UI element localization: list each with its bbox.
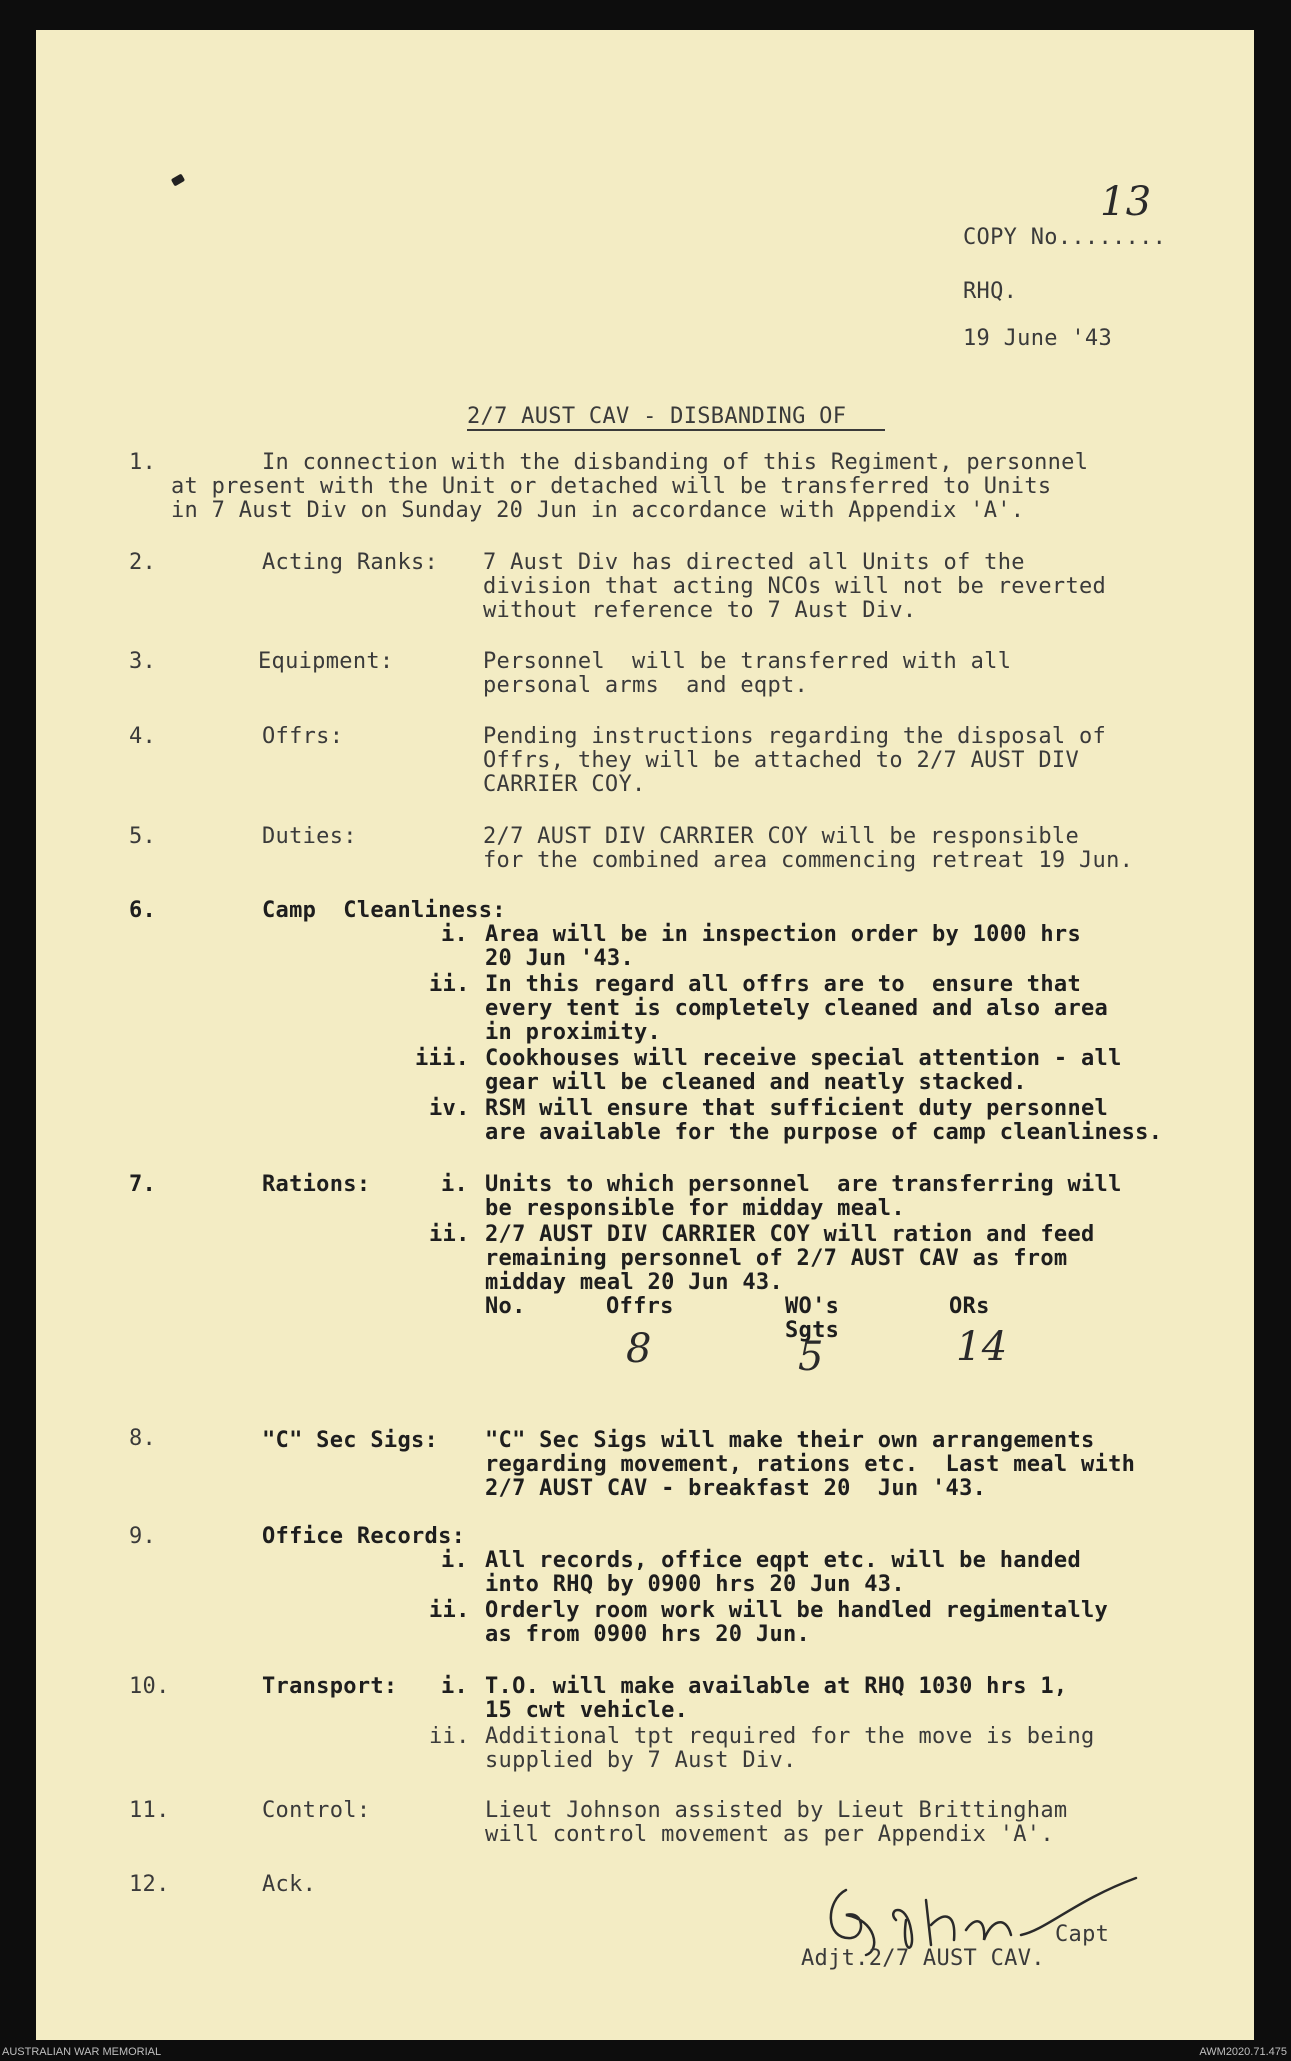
rations-col-offrs: Offrs: [606, 1294, 674, 1319]
para-6-item-number: iii.: [415, 1046, 470, 1071]
pin-mark: [171, 174, 185, 187]
para-6-item-line: every tent is completely cleaned and also area: [485, 996, 1109, 1021]
para-9-item-number: i.: [441, 1548, 469, 1573]
para-7-item-line: 2/7 AUST DIV CARRIER COY will ration and feed: [485, 1222, 1095, 1247]
para-4-line: Offrs, they will be attached to 2/7 AUST DIV: [483, 748, 1079, 773]
para-1-number: 1.: [129, 450, 157, 475]
para-9-number: 9.: [129, 1524, 157, 1549]
rations-col-sgts: Sgts: [785, 1318, 840, 1343]
title-underline: [467, 429, 885, 431]
para-10-number: 10.: [129, 1674, 170, 1699]
para-1-line: in 7 Aust Div on Sunday 20 Jun in accordance with Appendix 'A'.: [171, 498, 1025, 523]
para-7-item-line: Units to which personnel are transferring will: [485, 1172, 1122, 1197]
rations-col-no: No.: [485, 1294, 526, 1319]
para-5-line: for the combined area commencing retreat 19 Jun.: [483, 848, 1134, 873]
para-6-item-line: in proximity.: [485, 1020, 662, 1045]
document-page: [36, 30, 1254, 2040]
para-8-label: "C" Sec Sigs:: [262, 1428, 439, 1453]
rations-wos-sgts-value: 5: [798, 1334, 824, 1380]
para-4-line: Pending instructions regarding the disposal of: [483, 724, 1107, 749]
para-6-item-line: RSM will ensure that sufficient duty personnel: [485, 1096, 1109, 1121]
para-6-item-number: i.: [441, 922, 469, 947]
para-6-item-number: iv.: [429, 1096, 470, 1121]
para-6-item-line: Cookhouses will receive special attention - all: [485, 1046, 1122, 1071]
para-2-line: division that acting NCOs will not be reverted: [483, 574, 1107, 599]
para-7-item-number: ii.: [429, 1222, 470, 1247]
para-2-line: without reference to 7 Aust Div.: [483, 598, 917, 623]
para-10-item-number: i.: [441, 1674, 469, 1699]
para-9-item-number: ii.: [429, 1598, 470, 1623]
signature-rank: Capt: [1055, 1922, 1110, 1947]
para-5-number: 5.: [129, 824, 157, 849]
para-2-label: Acting Ranks:: [262, 550, 439, 575]
para-1-line: at present with the Unit or detached will be transferred to Units: [171, 474, 1052, 499]
para-7-item-line: midday meal 20 Jun 43.: [485, 1270, 783, 1295]
para-2-number: 2.: [129, 550, 157, 575]
para-11-label: Control:: [262, 1798, 371, 1823]
footer-source: AUSTRALIAN WAR MEMORIAL: [2, 2046, 162, 2058]
para-5-line: 2/7 AUST DIV CARRIER COY will be responsible: [483, 824, 1079, 849]
para-7-number: 7.: [129, 1172, 157, 1197]
para-10-item-line: 15 cwt vehicle.: [485, 1698, 689, 1723]
rations-ors-value: 14: [956, 1324, 1008, 1370]
date: 19 June '43: [963, 326, 1112, 351]
para-4-label: Offrs:: [262, 724, 344, 749]
para-6-item-line: Area will be in inspection order by 1000 hrs: [485, 922, 1081, 947]
para-7-item-line: remaining personnel of 2/7 AUST CAV as from: [485, 1246, 1068, 1271]
para-7-item-line: be responsible for midday meal.: [485, 1196, 905, 1221]
para-3-line: personal arms and eqpt.: [483, 673, 809, 698]
para-3-line: Personnel will be transferred with all: [483, 649, 1012, 674]
para-10-item-line: T.O. will make available at RHQ 1030 hrs 1,: [485, 1674, 1068, 1699]
para-10-item-line: supplied by 7 Aust Div.: [485, 1748, 797, 1773]
para-8-number: 8.: [129, 1426, 157, 1451]
para-11-line: Lieut Johnson assisted by Lieut Brittingham: [485, 1798, 1068, 1823]
document-title: 2/7 AUST CAV - DISBANDING OF: [467, 404, 847, 429]
para-10-item-line: Additional tpt required for the move is being: [485, 1724, 1095, 1749]
para-6-item-line: 20 Jun '43.: [485, 946, 634, 971]
para-7-label: Rations:: [262, 1172, 371, 1197]
para-3-number: 3.: [129, 649, 157, 674]
para-10-item-number: ii.: [429, 1724, 470, 1749]
para-6-item-line: gear will be cleaned and neatly stacked.: [485, 1070, 1027, 1095]
para-9-item-line: All records, office eqpt etc. will be handed: [485, 1548, 1081, 1573]
rations-offrs-value: 8: [626, 1326, 652, 1372]
para-6-item-line: are available for the purpose of camp cleanliness.: [485, 1120, 1163, 1145]
para-11-number: 11.: [129, 1798, 170, 1823]
para-5-label: Duties:: [262, 824, 357, 849]
para-6-item-line: In this regard all offrs are to ensure that: [485, 972, 1081, 997]
copy-number-handwritten: 13: [1100, 179, 1152, 225]
para-8-line: 2/7 AUST CAV - breakfast 20 Jun '43.: [485, 1476, 987, 1501]
para-9-label: Office Records:: [262, 1524, 466, 1549]
copy-number: COPY No........: [963, 225, 1167, 250]
para-4-number: 4.: [129, 724, 157, 749]
para-6-number: 6.: [129, 898, 157, 923]
location: RHQ.: [963, 279, 1018, 304]
para-1-line: In connection with the disbanding of this Regiment, personnel: [262, 450, 1089, 475]
rations-col-ors: ORs: [949, 1294, 990, 1319]
para-12-label: Ack.: [262, 1872, 317, 1897]
para-12-number: 12.: [129, 1872, 170, 1897]
para-6-label: Camp Cleanliness:: [262, 898, 506, 923]
signature-appointment: Adjt.2/7 AUST CAV.: [801, 1946, 1045, 1971]
para-7-item-number: i.: [441, 1172, 469, 1197]
rations-col-wos: WO's: [785, 1294, 840, 1319]
para-8-line: regarding movement, rations etc. Last meal with: [485, 1452, 1136, 1477]
para-8-line: "C" Sec Sigs will make their own arrangements: [485, 1428, 1095, 1453]
para-2-line: 7 Aust Div has directed all Units of the: [483, 550, 1025, 575]
para-4-line: CARRIER COY.: [483, 772, 646, 797]
para-6-item-number: ii.: [429, 972, 470, 997]
para-9-item-line: into RHQ by 0900 hrs 20 Jun 43.: [485, 1572, 905, 1597]
para-9-item-line: Orderly room work will be handled regimentally: [485, 1598, 1109, 1623]
footer-accession: AWM2020.71.475: [1199, 2046, 1287, 2058]
para-9-item-line: as from 0900 hrs 20 Jun.: [485, 1622, 811, 1647]
para-11-line: will control movement as per Appendix 'A'.: [485, 1822, 1054, 1847]
para-10-label: Transport:: [262, 1674, 398, 1699]
para-3-label: Equipment:: [258, 649, 394, 674]
